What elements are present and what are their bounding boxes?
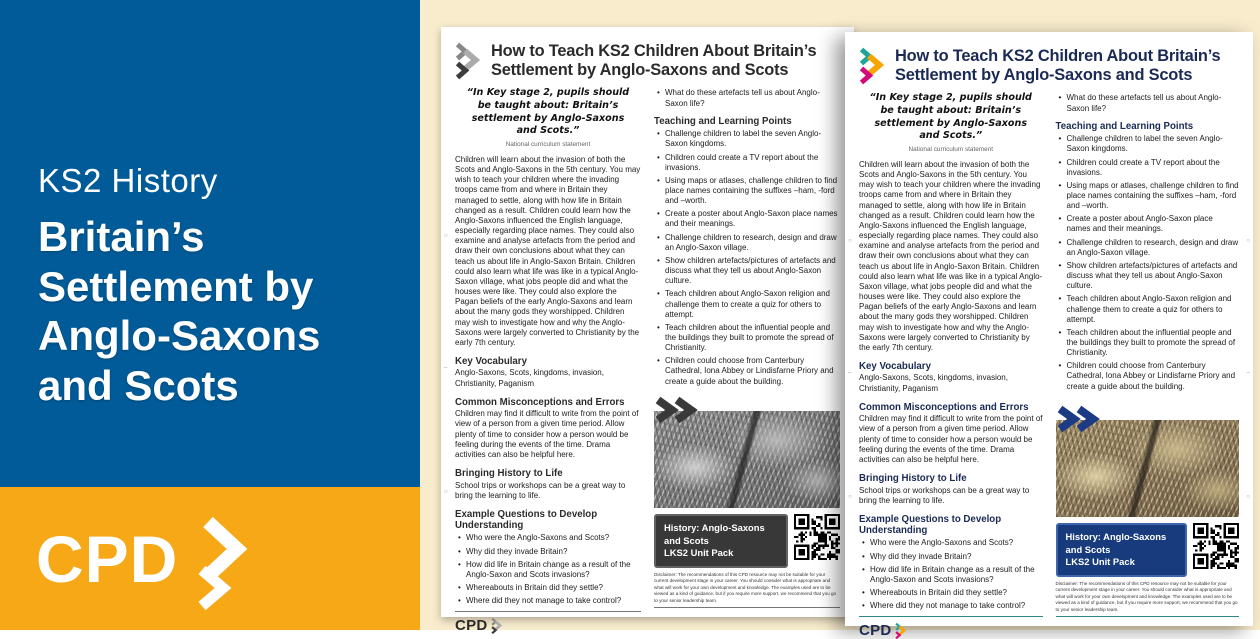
teaching-point-item: • Teach children about the influential people and the buildings they built to promote the spread of Christianity.	[1067, 328, 1240, 358]
banner-row	[1056, 523, 1240, 577]
quote-caption: National curriculum statement	[505, 141, 591, 148]
qr-code	[1193, 523, 1239, 569]
example-questions-heading: Example Questions to Develop Understanding	[859, 513, 1002, 536]
disclaimer-text: Disclaimer: The recommendations of this CPD resource may not be suitable for your current development stage in your career. You should consider what is appropriate and what will work for your own development and knowledge. The examples used are to be viewed as a kind of guidance, but if you require more support, we recommend that you go to your senior leadership team.	[1055, 580, 1238, 612]
cpd-wordmark: CPD	[36, 521, 179, 596]
page-footer	[455, 611, 641, 634]
cpd-tri-chevron-logo-icon	[491, 617, 503, 634]
cpd-footer-wordmark: CPD	[859, 622, 892, 639]
resource-title: Britain’s Settlement by Anglo-Saxons and Scots	[38, 213, 321, 409]
banner-line1: History: Anglo-Saxons and Scots	[664, 521, 765, 546]
example-question-item: • Who were the Anglo-Saxons and Scots?	[870, 538, 1043, 548]
artefacts-question-list	[1056, 93, 1240, 116]
example-question-item: • Who were the Anglo-Saxons and Scots?	[466, 533, 641, 543]
teaching-points-heading: Teaching and Learning Points	[1055, 120, 1194, 132]
example-question-item: • Whereabouts in Britain did they settle?	[870, 588, 1043, 598]
misconceptions-text: Children may find it difficult to write from the point of view of a person from a given time period. Allow plenty of time to consider how a person would be feeling during the events of the time. Drama activities can also be helpful here.	[859, 414, 1043, 464]
page-footer	[859, 616, 1043, 639]
unit-pack-banner	[1056, 523, 1188, 577]
intro-paragraph: Children will learn about the invasion of both the Scots and Anglo-Saxons in the 5th century. You may wish to teach your children where the invading troops came from and where in Britain they managed to settle, along with how life in Britain changed as a result. Children could learn how the Anglo-Saxons influenced the English language, especially regarding place names. They could also examine and analyse artefacts from the period and draw their own conclusions about what they can teach us about life in Anglo-Saxon Britain. Children could also learn what life was like in a typical Anglo-Saxon village, what jobs people did and what the houses were like. They could also explore the Pagan beliefs of the early Anglo-Saxons and learn about the many gods they worshipped. Children may wish to investigate how and why the Anglo-Saxons were largely converted to Christianity by the early 7th century.	[455, 155, 641, 347]
teaching-point-item: • Challenge children to research, design and draw an Anglo-Saxon village.	[665, 233, 840, 253]
teaching-points-heading: Teaching and Learning Points	[654, 115, 792, 127]
teal-divider	[1056, 616, 1240, 617]
intro-paragraph: Children will learn about the invasion of both the Scots and Anglo-Saxons in the 5th century. You may wish to teach your children where the invading troops came from and where in Britain they managed to settle, along with how life in Britain changed as a result. Children could learn how the Anglo-Saxons influenced the English language, especially regarding place names. They could also examine and analyse artefacts from the period and draw their own conclusions about what they can teach us about life in Anglo-Saxon Britain. Children could also learn what life was like in a typical Anglo-Saxon village, what jobs people did and what the houses were like. They could also explore the Pagan beliefs of the early Anglo-Saxons and learn about the many gods they worshipped. Children may wish to investigate how and why the Anglo-Saxons were largely converted to Christianity by the early 7th century.	[859, 160, 1043, 352]
teal-divider	[654, 607, 840, 608]
cpd-brand-panel	[0, 487, 420, 630]
cpd-tri-chevron-logo-icon	[859, 47, 886, 83]
grass-tussock-photo	[654, 411, 840, 508]
teaching-point-item: • Using maps or atlases, challenge children to find place names containing the suffixes –ham, -ford and –worth.	[665, 176, 840, 206]
key-vocabulary-heading: Key Vocabulary	[859, 360, 931, 372]
registration-mark: ○	[444, 233, 448, 239]
example-question-item: • Whereabouts in Britain did they settle?	[466, 583, 641, 593]
page-header	[455, 42, 840, 80]
example-questions-list	[859, 538, 1043, 614]
left-column	[859, 92, 1043, 639]
registration-mark: ○	[848, 238, 852, 244]
double-chevron-icon	[654, 397, 696, 423]
teaching-point-item: • Children could choose from Canterbury Cathedral, Iona Abbey or Lindisfarne Priory and create a guide about the building.	[665, 356, 840, 386]
bringing-history-text: School trips or workshops can be a great way to bring the learning to life.	[859, 485, 1030, 505]
banner-line2: LKS2 Unit Pack	[664, 547, 734, 559]
teaching-point-item: • Teach children about the influential people and the buildings they built to promote the spread of Christianity.	[665, 323, 840, 353]
right-column	[654, 87, 840, 608]
right-column	[1056, 92, 1240, 617]
key-vocabulary-text: Anglo-Saxons, Scots, kingdoms, invasion, Christianity, Paganism	[859, 373, 1008, 393]
example-questions-heading: Example Questions to Develop Understanding	[455, 508, 598, 531]
teaching-point-item: • Challenge children to label the seven Anglo-Saxon kingdoms.	[665, 129, 840, 149]
page-preview-color	[845, 32, 1253, 639]
disclaimer-text: Disclaimer: The recommendations of this CPD resource may not be suitable for your current development stage in your career. You should consider what is appropriate and what will work for your own development and knowledge. The examples used are to be viewed as a kind of guidance, but if you require more support, we recommend that you go to your senior leadership team.	[654, 571, 837, 603]
example-question-item: • Why did they invade Britain?	[466, 547, 641, 557]
misconceptions-heading: Common Misconceptions and Errors	[859, 401, 1029, 413]
teaching-point-item: • Using maps or atlases, challenge children to find place names containing the suffixes –ham, -ford and –worth.	[1067, 181, 1240, 211]
cpd-resource-page	[845, 32, 1253, 639]
double-chevron-icon	[1056, 406, 1098, 432]
example-questions-list	[455, 533, 641, 609]
teaching-point-item: • Challenge children to research, design and draw an Anglo-Saxon village.	[1067, 238, 1240, 258]
grass-tussock-photo	[1056, 420, 1240, 517]
registration-mark: –	[444, 365, 448, 371]
example-question-item: • Where did they not manage to take control?	[870, 601, 1043, 611]
page-title: How to Teach KS2 Children About Britain’s Settlement by Anglo-Saxons and Scots	[895, 47, 1221, 85]
example-question-item: • How did life in Britain change as a result of the Anglo-Saxon and Scots invasions?	[466, 560, 641, 580]
title-panel	[0, 0, 420, 487]
curriculum-quote: “In Key stage 2, pupils should be taught about: Britain’s settlement by Anglo-Saxons and Scots.”	[869, 92, 1032, 142]
page-preview-blackwhite	[441, 27, 854, 635]
registration-mark: ○	[1246, 494, 1250, 500]
left-column	[455, 87, 641, 635]
two-column-body	[859, 92, 1239, 639]
example-question-item: • How did life in Britain change as a result of the Anglo-Saxon and Scots invasions?	[870, 565, 1043, 585]
teaching-point-item: • Show children artefacts/pictures of artefacts and discuss what they tell us about Anglo-Saxon culture.	[665, 256, 840, 286]
misconceptions-text: Children may find it difficult to write from the point of view of a person from a given time period. Allow plenty of time to consider how a person would be feeling during the events of the time. Drama activities can also be helpful here.	[455, 409, 639, 459]
registration-mark: –	[848, 370, 852, 376]
registration-mark: ○	[444, 489, 448, 495]
bringing-history-heading: Bringing History to Life	[455, 468, 563, 480]
teaching-points-list	[1056, 134, 1240, 395]
unit-pack-banner	[654, 514, 788, 568]
example-question-item: • Why did they invade Britain?	[870, 552, 1043, 562]
cpd-tri-chevron-logo-icon	[895, 622, 907, 639]
banner-line1: History: Anglo-Saxons and Scots	[1065, 530, 1167, 555]
page-header	[859, 47, 1239, 85]
cpd-tri-chevron-logo-icon	[455, 42, 482, 78]
subject-label: KS2 History	[38, 162, 218, 199]
cpd-resource-page	[441, 27, 854, 635]
teaching-point-item: • Teach children about Anglo-Saxon religion and challenge them to create a quiz for others to attempt.	[665, 289, 840, 319]
bringing-history-heading: Bringing History to Life	[859, 473, 967, 485]
registration-mark: –	[1246, 370, 1250, 376]
teaching-point-item: • Create a poster about Anglo-Saxon place names and their meanings.	[665, 209, 840, 229]
two-column-body	[455, 87, 840, 635]
banner-line2: LKS2 Unit Pack	[1065, 556, 1135, 568]
registration-mark: ○	[848, 494, 852, 500]
bringing-history-text: School trips or workshops can be a great way to bring the learning to life.	[455, 480, 626, 500]
unit-pack-promo-block	[1056, 420, 1240, 617]
cpd-footer-wordmark: CPD	[455, 617, 488, 635]
banner-row	[654, 514, 840, 568]
artefacts-question-item: • What do these artefacts tell us about Anglo-Saxon life?	[1067, 93, 1240, 113]
artefacts-question-list	[654, 88, 840, 111]
teaching-point-item: • Children could choose from Canterbury Cathedral, Iona Abbey or Lindisfarne Priory and create a guide about the building.	[1067, 361, 1240, 391]
misconceptions-heading: Common Misconceptions and Errors	[455, 396, 625, 408]
teaching-point-item: • Challenge children to label the seven Anglo-Saxon kingdoms.	[1067, 134, 1240, 154]
unit-pack-promo-block	[654, 411, 840, 608]
example-question-item: • Where did they not manage to take control?	[466, 596, 641, 606]
curriculum-quote: “In Key stage 2, pupils should be taught about: Britain’s settlement by Anglo-Saxons and Scots.”	[466, 87, 630, 137]
qr-code	[794, 514, 840, 560]
key-vocabulary-heading: Key Vocabulary	[455, 355, 527, 367]
cpd-double-chevron-icon	[192, 516, 254, 608]
key-vocabulary-text: Anglo-Saxons, Scots, kingdoms, invasion, Christianity, Paganism	[455, 368, 604, 388]
page-title: How to Teach KS2 Children About Britain’s Settlement by Anglo-Saxons and Scots	[491, 42, 817, 80]
teaching-point-item: • Show children artefacts/pictures of artefacts and discuss what they tell us about Anglo-Saxon culture.	[1067, 261, 1240, 291]
artefacts-question-item: • What do these artefacts tell us about Anglo-Saxon life?	[665, 88, 840, 108]
teaching-point-item: • Children could create a TV report about the invasions.	[665, 153, 840, 173]
teaching-point-item: • Create a poster about Anglo-Saxon place names and their meanings.	[1067, 214, 1240, 234]
teaching-points-list	[654, 129, 840, 390]
teaching-point-item: • Teach children about Anglo-Saxon religion and challenge them to create a quiz for others to attempt.	[1067, 294, 1240, 324]
quote-caption: National curriculum statement	[908, 146, 994, 153]
teaching-point-item: • Children could create a TV report about the invasions.	[1067, 158, 1240, 178]
registration-mark: ○	[1246, 238, 1250, 244]
